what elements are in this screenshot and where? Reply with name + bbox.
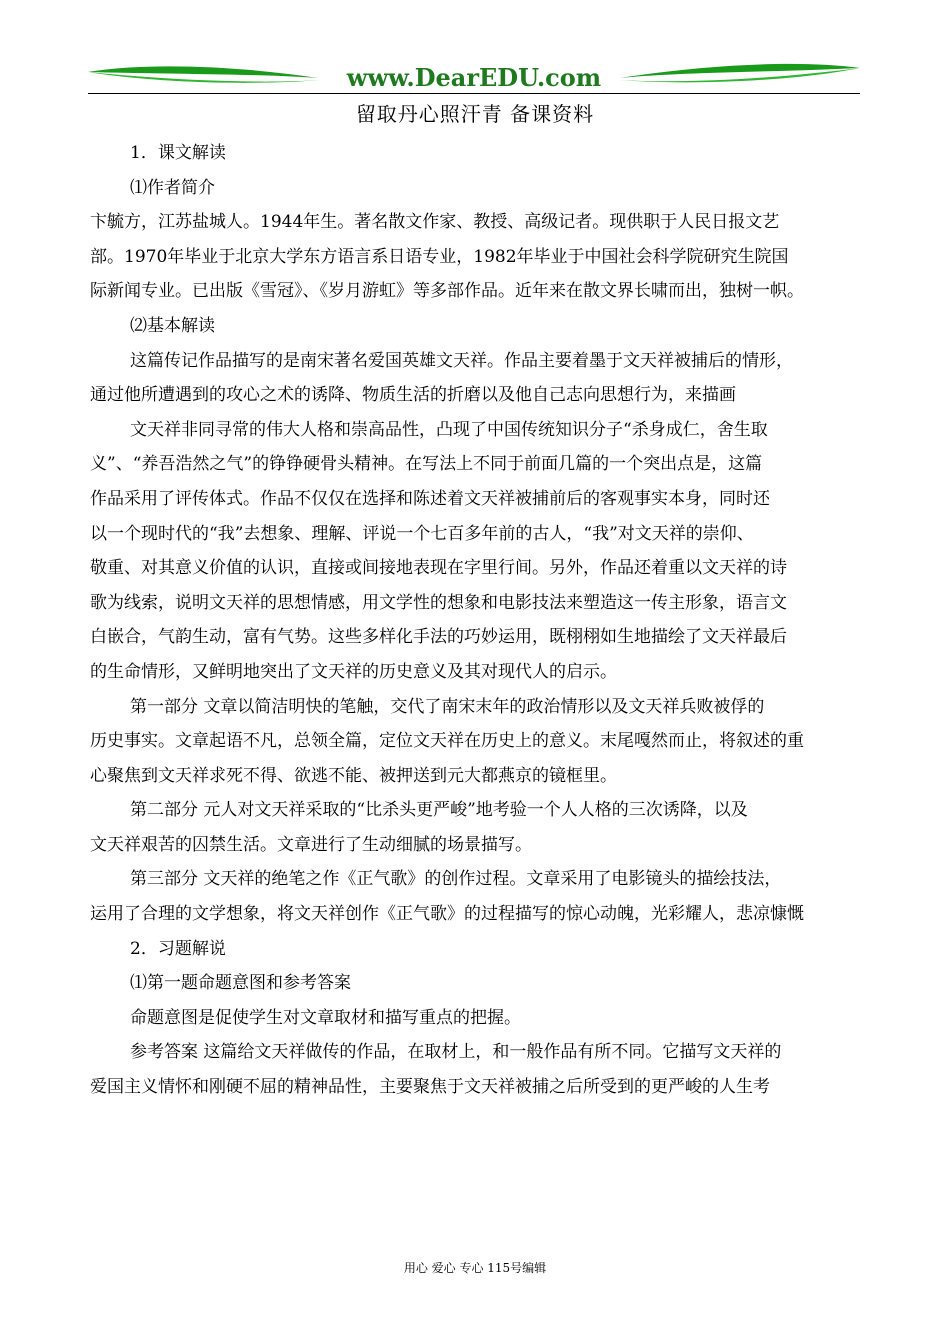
paragraph-line: 作品采用了评传体式。作品不仅仅在选择和陈述着文天祥被捕前后的客观事实本身，同时还 [90, 488, 770, 509]
paragraph-line: 际新闻专业。已出版《雪冠》、《岁月游虹》等多部作品。近年来在散文界长啸而出，独树一帜。 [90, 281, 804, 302]
subsection-heading: ⑴作者简介 [130, 177, 215, 198]
site-logo-text: www.DearEDU.com [346, 63, 602, 92]
paragraph-line: 以一个现时代的“我”去想象、理解、评说一个七百多年前的古人，“我”对文天祥的崇仰、 [90, 523, 754, 544]
paragraph-line: 歌为线索，说明文天祥的思想情感，用文学性的想象和电影技法来塑造这一传主形象，语言文 [90, 592, 787, 613]
section-heading: 1．课文解读 [130, 143, 226, 163]
paragraph-line: 白嵌合，气韵生动，富有气势。这些多样化手法的巧妙运用，既栩栩如生地描绘了文天祥最后 [90, 627, 787, 648]
paragraph-line: 爱国主义情怀和刚硬不屈的精神品性，主要聚焦于文天祥被捕之后所受到的更严峻的人生考 [90, 1077, 770, 1098]
section-heading: 2．习题解说 [130, 938, 226, 959]
paragraph-line: 第二部分 元人对文天祥采取的“比杀头更严峻”地考验一个人人格的三次诱降，以及 [130, 800, 748, 821]
document-body [90, 136, 860, 1105]
paragraph-line: 文天祥非同寻常的伟大人格和崇高品性，凸现了中国传统知识分子“杀身成仁，舍生取 [130, 419, 768, 440]
paragraph-line: 部。1970年毕业于北京大学东方语言系日语专业，1982年毕业于中国社会科学院研究生院国 [90, 246, 789, 267]
header-rule [88, 93, 860, 94]
paragraph-line: 通过他所遭遇到的攻心之术的诱降、物质生活的折磨以及他自己志向思想行为，来描画 [90, 385, 736, 406]
paragraph-line: 文天祥艰苦的囚禁生活。文章进行了生动细腻的场景描写。 [90, 834, 532, 855]
leaf-swoosh-graphic [88, 60, 860, 96]
paragraph-line: 卞毓方，江苏盐城人。1944年生。著名散文作家、教授、高级记者。现供职于人民日报文艺 [90, 212, 780, 233]
paragraph-line: 第一部分 文章以简洁明快的笔触，交代了南宋末年的政治情形以及文天祥兵败被俘的 [130, 696, 765, 717]
paragraph-line: 第三部分 文天祥的绝笔之作《正气歌》的创作过程。文章采用了电影镜头的描绘技法， [130, 869, 782, 890]
page-footer: 用心 爱心 专心 115号编辑 [403, 1261, 547, 1275]
paragraph-line: 命题意图是促使学生对文章取材和描写重点的把握。 [130, 1007, 521, 1028]
subsection-heading: ⑴第一题命题意图和参考答案 [130, 973, 351, 994]
paragraph-line: 参考答案 这篇给文天祥做传的作品，在取材上，和一般作品有所不同。它描写文天祥的 [130, 1042, 782, 1063]
paragraph-line: 的生命情形，又鲜明地突出了文天祥的历史意义及其对现代人的启示。 [90, 661, 617, 682]
paragraph-line: 心聚焦到文天祥求死不得、欲逃不能、被押送到元大都燕京的镜框里。 [90, 765, 617, 786]
paragraph-line: 义”、“养吾浩然之气”的铮铮硬骨头精神。在写法上不同于前面几篇的一个突出点是，这篇 [90, 454, 763, 475]
paragraph-line: 这篇传记作品描写的是南宋著名爱国英雄文天祥。作品主要着墨于文天祥被捕后的情形， [130, 350, 793, 371]
paragraph-line: 历史事实。文章起语不凡，总领全篇，定位文天祥在历史上的意义。末尾嘎然而止，将叙述的重 [90, 731, 804, 752]
paragraph-line: 运用了合理的文学想象，将文天祥创作《正气歌》的过程描写的惊心动魄，光彩耀人，悲凉慷慨 [90, 904, 804, 925]
site-header-banner [88, 60, 860, 96]
page-title: 留取丹心照汗青 备课资料 [355, 102, 595, 126]
paragraph-line: 敬重、对其意义价值的认识，直接或间接地表现在字里行间。另外，作品还着重以文天祥的诗 [90, 558, 787, 579]
subsection-heading: ⑵基本解读 [130, 315, 215, 336]
